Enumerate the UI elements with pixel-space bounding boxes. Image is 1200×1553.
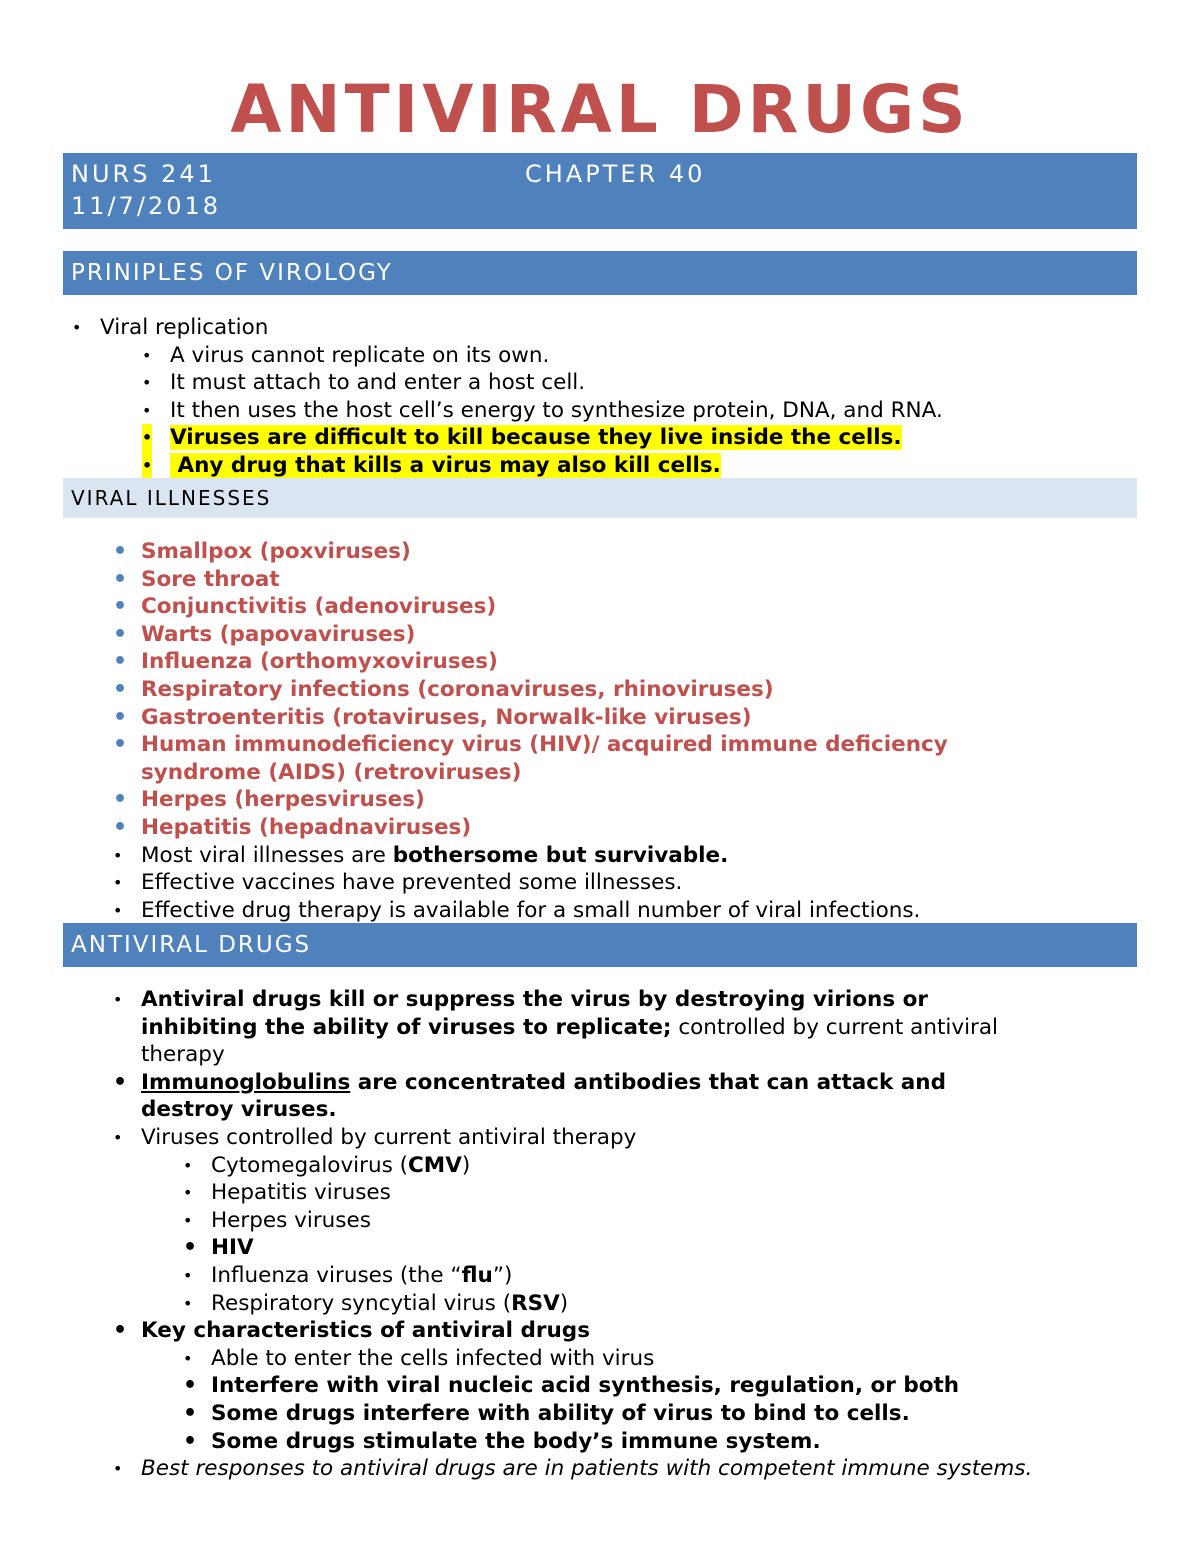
bullet-icon: • [113,649,128,675]
antiviral-drugs-list [63,986,1163,1483]
list-item: • Smallpox (poxviruses) [113,539,411,564]
bullet-icon: • [72,318,82,337]
chapter-label: CHAPTER 40 [525,160,706,188]
list-item: • Cytomegalovirus (CMV) [183,1152,471,1178]
bullet-icon: • [183,1155,193,1175]
list-item: • Herpes (herpesviruses) [113,787,425,813]
bullet-icon: • [142,424,152,452]
bullet-icon: • [142,373,152,393]
list-item: • Most viral illnesses are bothersome but survivable. [113,842,729,868]
bullet-icon: • [183,1348,193,1368]
list-item: • HIV [183,1235,254,1261]
list-item: • Interfere with viral nucleic acid synthesis, regulation, or both [183,1373,960,1399]
list-item-continuation: syndrome (AIDS) (retroviruses) [141,759,522,785]
section-heading-virology: PRINIPLES OF VIROLOGY [63,251,1137,295]
list-item: • Able to enter the cells infected with virus [183,1345,655,1371]
bullet-icon: • [183,1235,198,1261]
bullet-icon: • [113,1127,123,1147]
bullet-icon: • [113,814,128,840]
bullet-icon: • [113,1069,128,1095]
list-item: • Respiratory infections (coronaviruses, rhinoviruses) [113,676,774,702]
bullet-icon: • [183,1265,193,1285]
bullet-icon: • [183,1373,198,1399]
list-item: • Sore throat [113,566,280,592]
bullet-icon: • [142,345,152,365]
list-item-continuation: destroy viruses. [141,1097,337,1123]
list-item: • Some drugs stimulate the body’s immune system. [183,1428,821,1454]
bullet-icon: • [113,787,128,813]
list-item: • Key characteristics of antiviral drugs [113,1318,590,1344]
list-item: • Viruses controlled by current antiviral therapy [113,1124,637,1150]
bullet-icon: • [183,1293,193,1313]
list-item: • Some drugs interfere with ability of virus to bind to cells. [183,1400,910,1426]
bullet-icon: • [113,621,128,647]
bullet-icon: • [113,539,128,564]
bullet-icon: • [113,676,128,702]
list-item: • Viral replication [72,315,269,340]
bullet-icon: • [113,732,128,758]
bullet-icon: • [183,1428,198,1454]
bullet-icon: • [113,1459,123,1479]
bullet-icon: • [113,990,123,1009]
bullet-icon: • [113,594,128,620]
viral-illnesses-list [63,538,1163,924]
bullet-icon: • [183,1183,193,1203]
list-item: • Warts (papovaviruses) [113,621,416,647]
list-item: • A virus cannot replicate on its own. [142,342,550,368]
list-item: • Conjunctivitis (adenoviruses) [113,594,497,620]
bullet-icon: • [113,900,123,920]
list-item: • Gastroenteritis (rotaviruses, Norwalk-like viruses) [113,704,752,730]
bullet-icon: • [113,566,128,592]
list-item-continuation: inhibiting the ability of viruses to replicate; controlled by current antiviral [141,1014,999,1040]
list-item: • Best responses to antiviral drugs are in patients with competent immune systems. [113,1456,1033,1482]
list-item: • Effective drug therapy is available for a small number of viral infections. [113,897,921,923]
list-item: • Hepatitis (hepadnaviruses) [113,814,472,840]
document-title: ANTIVIRAL DRUGS [230,71,970,148]
list-item: • Antiviral drugs kill or suppress the virus by destroying virions or [113,987,929,1012]
section-heading-viral-illnesses: VIRAL ILLNESSES [63,478,1137,518]
list-item: • It then uses the host cell’s energy to synthesize protein, DNA, and RNA. [142,397,943,423]
bullet-icon: • [142,400,152,420]
bullet-icon: • [183,1400,198,1426]
list-item: • Human immunodeficiency virus (HIV)/ acquired immune deficiency [113,732,948,758]
list-item: • Effective vaccines have prevented some illnesses. [113,870,683,896]
list-item: • Immunoglobulins are concentrated antibodies that can attack and [113,1069,946,1095]
list-item: • Respiratory syncytial virus (RSV) [183,1290,569,1316]
section-heading-antiviral-drugs: ANTIVIRAL DRUGS [63,923,1137,967]
list-item: • Herpes viruses [183,1207,371,1233]
bullet-icon: • [142,452,152,480]
bullet-icon: • [183,1210,193,1230]
bullet-icon: • [113,873,123,893]
bullet-icon: • [113,845,123,865]
list-item-continuation: therapy [141,1042,225,1068]
list-item: • Influenza viruses (the “flu”) [183,1262,513,1288]
list-item: • It must attach to and enter a host cell. [142,370,586,396]
list-item-highlighted: • Any drug that kills a virus may also kill cells. [142,452,721,478]
course-code: NURS 241 [71,160,216,188]
list-item-highlighted: • Viruses are difficult to kill because they live inside the cells. [142,425,902,451]
date: 11/7/2018 [71,192,222,220]
bullet-icon: • [113,704,128,730]
header-banner [63,153,1137,229]
list-item: • Hepatitis viruses [183,1180,391,1206]
bullet-icon: • [113,1318,128,1344]
virology-list [22,314,1172,480]
list-item: • Influenza (orthomyxoviruses) [113,649,498,675]
